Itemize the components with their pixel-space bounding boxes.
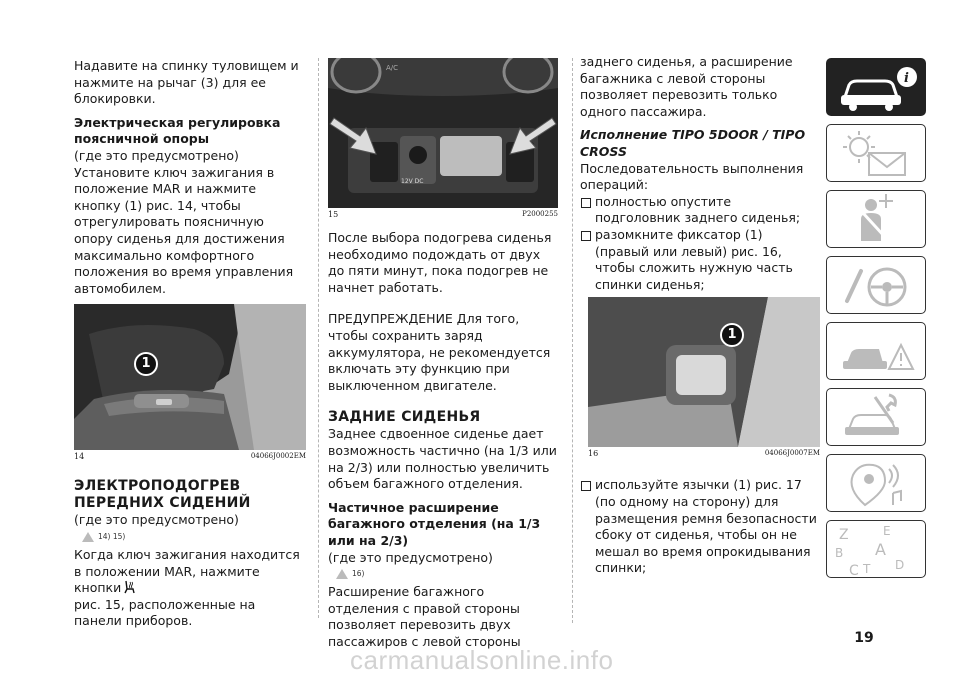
figure-code: 04066J0007EM [764, 449, 820, 458]
figure-code: P2000255 [522, 210, 558, 218]
note: (где это предусмотрено) [74, 512, 239, 528]
index-letter: T [863, 562, 871, 576]
index-letter: Z [839, 527, 849, 543]
figure-16-image [588, 297, 820, 447]
index-letter: B [835, 546, 844, 560]
note: (где это предусмотрено) [328, 549, 493, 565]
chapter-tabs [826, 58, 928, 586]
heading-version: Исполнение TIPO 5DOOR / TIPO CROSS [580, 127, 806, 159]
warning-triangle-icon [82, 532, 94, 542]
figure-15-caption [328, 208, 558, 222]
column-divider [318, 58, 319, 618]
figure-15-image [328, 58, 558, 208]
socket-label: 12V DC [401, 178, 424, 185]
figure-number: 15 [328, 210, 339, 219]
warning-lights-icon [827, 125, 927, 183]
index-letter: E [883, 524, 891, 538]
list-item: полностью опустите подголовник заднего сиденья; [580, 194, 820, 227]
index-letter: A [875, 540, 886, 559]
paragraph-warning: ПРЕДУПРЕЖДЕНИЕ Для того, чтобы сохранить заряд аккумулятора, не рекомендуется включать эту функцию при выключенном двигателе. [328, 311, 551, 393]
paragraph: Последовательность выполнения операций: [580, 160, 804, 193]
index-icon [827, 521, 927, 579]
paragraph: заднего сиденья, а расширение багажника с левой стороны позволяет перевозить только одного пассажира. [580, 54, 793, 119]
paragraph: Заднее сдвоенное сиденье дает возможность частично (на 1/3 или на 2/3) или полностью увеличить объем багажного отделения. [328, 426, 557, 492]
figure-code: 04066J0002EM [250, 452, 306, 461]
seat-photo [74, 304, 306, 450]
callout-badge: 1 [134, 352, 158, 376]
paragraph: Расширение багажного отделения с правой стороны позволяет перевозить двух пассажиров с левой стороны [328, 584, 521, 649]
heading-partial: Частичное расширение багажного отделения (на 1/3 или на 2/3) [328, 499, 541, 548]
column-1 [74, 0, 306, 630]
warning-refs: 14) 15) [82, 531, 306, 543]
tab-maintenance[interactable] [826, 388, 926, 446]
seat-belt-icon [827, 191, 927, 249]
tab-multimedia[interactable] [826, 454, 926, 512]
index-letter: D [895, 558, 905, 572]
paragraph: После выбора подогрева сиденья необходимо подождать от двух до пяти минут, пока подогрев не начнет работать. [328, 230, 552, 295]
warning-triangle-icon [336, 569, 348, 579]
console-photo [328, 58, 558, 208]
list-item: используйте язычки (1) рис. 17 (по одному на сторону) для размещения ремня безопасности сбоку от сиденья, чтобы он не мешал во время опрокидывания спинки; [580, 477, 820, 577]
tab-seat-belt[interactable] [826, 190, 926, 248]
callout-badge: 1 [720, 323, 744, 347]
index-letter: C [849, 563, 859, 579]
tab-emergency[interactable] [826, 322, 926, 380]
seat-latch-photo [588, 297, 820, 447]
column-2 [328, 0, 558, 650]
emergency-icon [827, 323, 927, 381]
maintenance-icon [827, 389, 927, 447]
figure-16-caption [588, 447, 820, 461]
page-number: 19 [854, 630, 874, 646]
column-3 [580, 0, 820, 577]
seat-heater-icon [123, 580, 135, 594]
car-info-icon [827, 59, 927, 117]
tab-index[interactable] [826, 520, 926, 578]
heading-rear-seats: ЗАДНИЕ СИДЕНЬЯ [328, 409, 481, 426]
figure-number: 14 [74, 452, 85, 462]
tab-starting-driving[interactable] [826, 256, 926, 314]
figure-number: 16 [588, 449, 599, 459]
tab-car-info[interactable] [826, 58, 926, 116]
multimedia-icon [827, 455, 927, 513]
svg-text:i: i [904, 71, 909, 86]
steering-wheel-icon [827, 257, 927, 315]
tab-warning-lights[interactable] [826, 124, 926, 182]
top-label: A/C [386, 64, 399, 72]
paragraph: Когда ключ зажигания находится в положении MAR, нажмите кнопки [74, 546, 300, 596]
figure-14-caption [74, 450, 306, 464]
column-divider [572, 58, 573, 623]
warning-refs: 16) [336, 568, 558, 580]
paragraph: Установите ключ зажигания в положение MAR и нажмите кнопку (1) рис. 14, чтобы отрегулировать поясничную опору сиденья для достижения максимально комфортного положения во время управления автомобилем. [74, 164, 294, 296]
paragraph: Надавите на спинку туловищем и нажмите на рычаг (3) для ее блокировки. [74, 58, 299, 107]
heading-heated-seats: ЭЛЕКТРОПОДОГРЕВ ПЕРЕДНИХ СИДЕНИЙ [74, 478, 251, 512]
heading-lumbar: Электрическая регулировка поясничной опоры [74, 114, 281, 147]
paragraph: рис. 15, расположенные на панели приборов. [74, 596, 256, 629]
list-item: разомкните фиксатор (1) (правый или левый) рис. 16, чтобы сложить нужную часть спинки сиденья; [580, 227, 820, 293]
watermark: carmanualsonline.info [350, 645, 614, 675]
note: (где это предусмотрено) [74, 147, 239, 163]
figure-14-image [74, 304, 306, 450]
